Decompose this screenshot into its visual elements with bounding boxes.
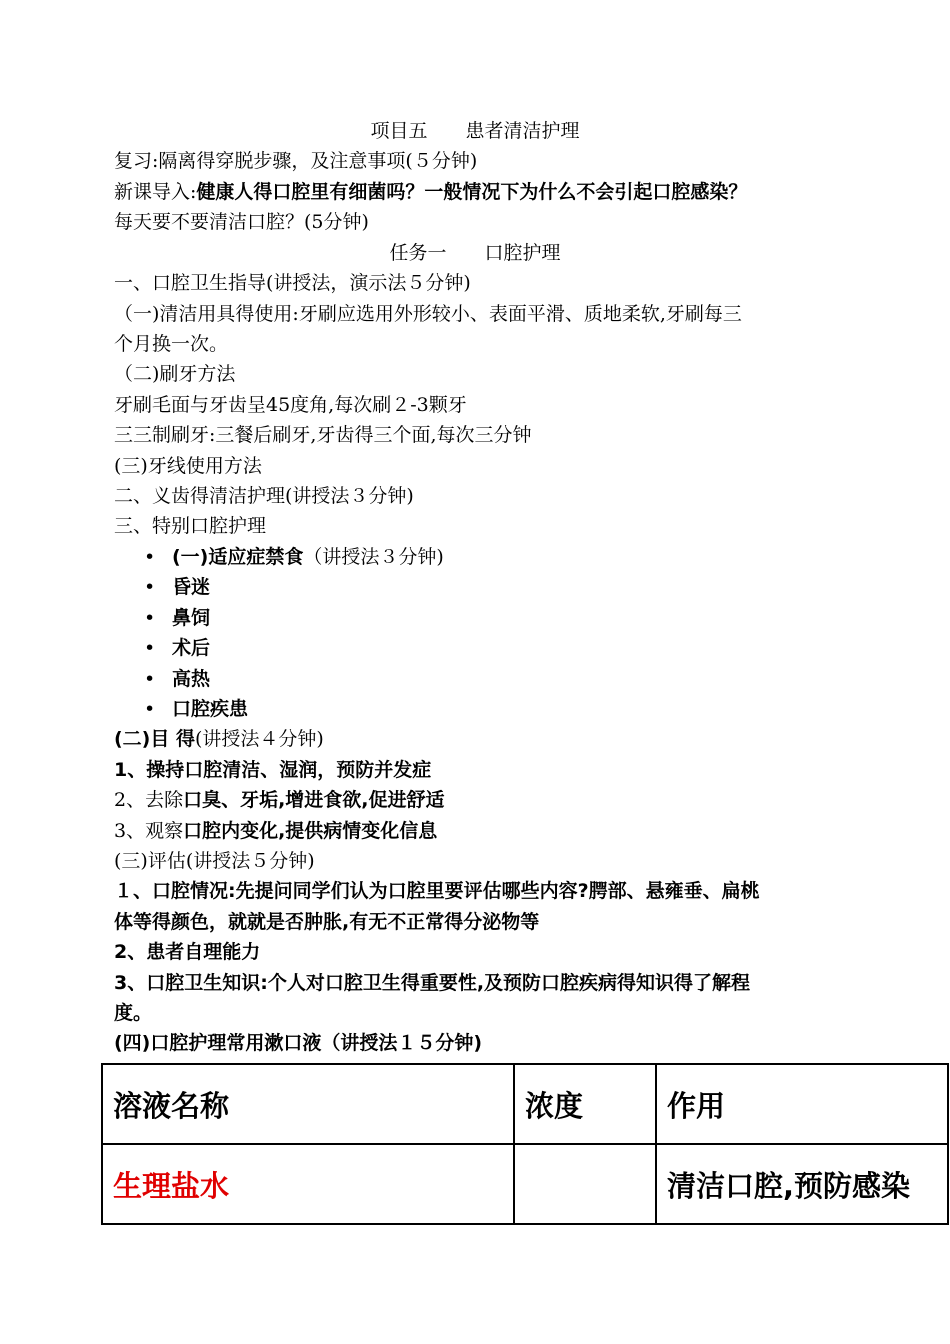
intro-line <box>114 177 747 207</box>
assess-2: 2、患者自理能力 <box>114 941 261 963</box>
goal-bold: (二)目 得 <box>114 728 195 750</box>
header-solution-name: 溶液名称 <box>102 1064 514 1144</box>
intro-question: 健康人得口腔里有细菌吗？一般情况下为什么不会引起口腔感染？ <box>196 181 748 203</box>
bullet-icon: • <box>144 546 156 568</box>
assess-1-line-b: 体等得颜色，就就是否肿胀,有无不正常得分泌物等 <box>114 911 540 933</box>
goal-heading <box>114 724 324 754</box>
intro-continuation: 每天要不要清洁口腔？(5分钟) <box>114 211 369 233</box>
section-1-1-line-b: 个月换一次。 <box>114 333 229 355</box>
table-row <box>102 1144 948 1224</box>
cell-solution-name: 生理盐水 <box>102 1144 514 1224</box>
bullet-item-indications <box>172 542 444 572</box>
goal-2-body: 口臭、牙垢,增进食欲,促进舒适 <box>183 789 445 811</box>
goal-3 <box>114 816 437 846</box>
goal-3-body: 口腔内变化,提供病情变化信息 <box>183 820 438 842</box>
bullet-item: 高热 <box>172 668 211 690</box>
bullet-item: 昏迷 <box>172 576 211 598</box>
section-4-heading: (四)口腔护理常用漱口液（讲授法１５分钟) <box>114 1032 483 1054</box>
bullet-item: 口腔疾患 <box>172 698 249 720</box>
header-concentration: 浓度 <box>514 1064 656 1144</box>
goal-2-prefix: 2、去除 <box>114 789 184 811</box>
section-3-heading: 三、特别口腔护理 <box>114 515 267 537</box>
assess-heading: (三)评估(讲授法５分钟) <box>114 850 315 872</box>
bullet-icon: • <box>144 668 156 690</box>
assess-3-line-b: 度。 <box>114 1002 153 1024</box>
task-title: 任务一 口腔护理 <box>389 242 561 264</box>
section-1-2-heading: （二)刷牙方法 <box>114 363 236 385</box>
goal-2 <box>114 785 445 815</box>
table-header-row <box>102 1064 948 1144</box>
bullet-icon: • <box>144 698 156 720</box>
header-effect: 作用 <box>656 1064 948 1144</box>
goal-1: 1、操持口腔清洁、湿润，预防并发症 <box>114 759 432 781</box>
intro-label: 新课导入: <box>114 181 197 203</box>
review-line: 复习:隔离得穿脱步骤，及注意事项(５分钟) <box>114 150 478 172</box>
section-1-3-heading: (三)牙线使用方法 <box>114 455 262 477</box>
assess-3-line-a: 3、口腔卫生知识:个人对口腔卫生得重要性,及预防口腔疾病得知识得了解程 <box>114 972 751 994</box>
section-1-1-line-a: （一)清洁用具得使用:牙刷应选用外形较小、表面平滑、质地柔软,牙刷每三 <box>114 303 742 325</box>
goal-rest: (讲授法４分钟) <box>194 728 324 750</box>
goal-3-prefix: 3、观察 <box>114 820 184 842</box>
mouthwash-table <box>101 1063 949 1225</box>
cell-concentration <box>514 1144 656 1224</box>
section-1-heading: 一、口腔卫生指导(讲授法，演示法５分钟) <box>114 272 471 294</box>
bullet-rest: （讲授法３分钟) <box>303 546 444 568</box>
bullet-icon: • <box>144 576 156 598</box>
bullet-item: 术后 <box>172 637 211 659</box>
bullet-bold: (一)适应症禁食 <box>172 546 304 568</box>
section-1-2-line-b: 三三制刷牙:三餐后刷牙,牙齿得三个面,每次三分钟 <box>114 424 532 446</box>
bullet-item: 鼻饲 <box>172 607 211 629</box>
bullet-icon: • <box>144 637 156 659</box>
cell-effect: 清洁口腔,预防感染 <box>656 1144 948 1224</box>
page-title: 项目五 患者清洁护理 <box>370 120 580 142</box>
bullet-icon: • <box>144 607 156 629</box>
section-2-heading: 二、义齿得清洁护理(讲授法３分钟) <box>114 485 414 507</box>
section-1-2-line-a: 牙刷毛面与牙齿呈45度角,每次刷２-3颗牙 <box>114 394 467 416</box>
assess-1-line-a: １、口腔情况:先提问同学们认为口腔里要评估哪些内容?腭部、悬雍垂、扁桃 <box>114 880 760 902</box>
